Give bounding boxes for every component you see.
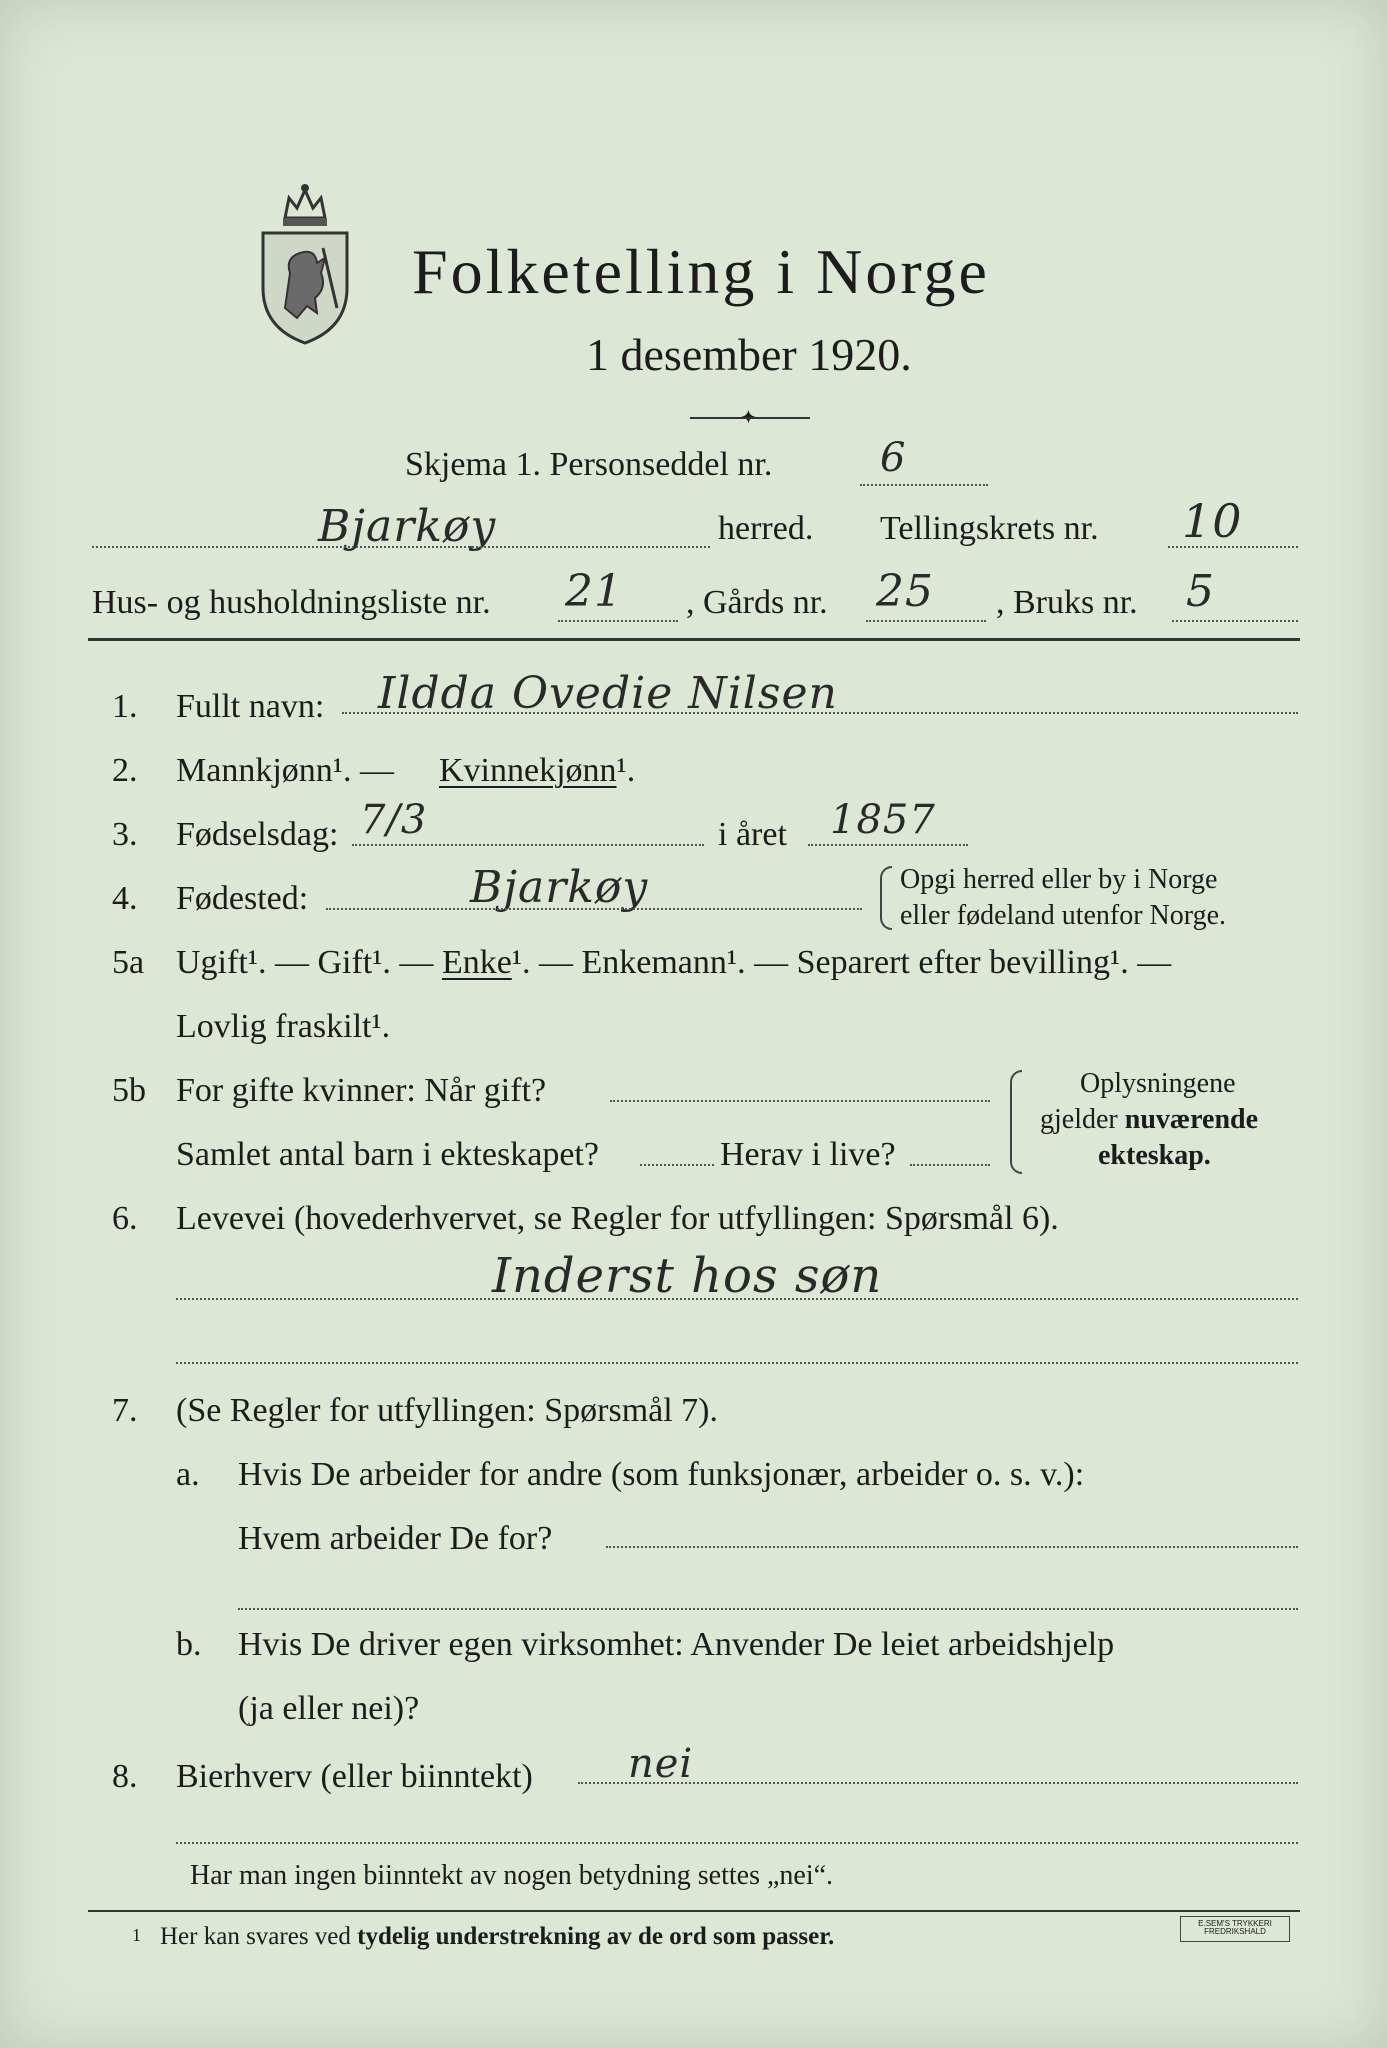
q3-number: 3.	[112, 816, 138, 853]
ornament-icon: ✦	[740, 407, 757, 429]
side-income-value[interactable]: nei	[628, 1741, 694, 1787]
census-date: 1 desember 1920.	[586, 329, 912, 380]
marriage-note-2	[1040, 1106, 1258, 1134]
q2-number: 2.	[112, 752, 138, 789]
gards-value[interactable]: 25	[876, 566, 934, 617]
header-rule	[88, 638, 1300, 641]
marital-options-after: ¹. — Enkemann¹. — Separert efter bevilling¹. —	[511, 944, 1172, 981]
tellingskrets-label: Tellingskrets nr.	[880, 510, 1099, 547]
q7-number: 7.	[112, 1392, 138, 1429]
person-number[interactable]: 6	[880, 435, 907, 481]
marriage-note-3: ekteskap.	[1098, 1140, 1211, 1171]
q7b-letter: b.	[176, 1626, 202, 1663]
q5b-number: 5b	[112, 1072, 146, 1109]
footnote	[160, 1924, 834, 1949]
herred-value[interactable]: Bjarkøy	[318, 501, 497, 552]
birthplace-note-2: eller fødeland utenfor Norge.	[900, 900, 1227, 931]
marital-enke[interactable]: Enke	[441, 944, 512, 981]
tellingskrets-value[interactable]: 10	[1182, 494, 1243, 548]
hired-help-question: Hvis De driver egen virksomhet: Anvender De leiet arbeidshjelp	[238, 1626, 1115, 1663]
q7a-letter: a.	[176, 1456, 200, 1493]
children-alive-label: Herav i live?	[720, 1136, 896, 1173]
divider	[690, 417, 810, 419]
footer-rule	[88, 1910, 1300, 1912]
full-name-value[interactable]: Ildda Ovedie Nilsen	[378, 668, 838, 719]
printer-mark	[1180, 1916, 1290, 1942]
printer-mark-line1: E.SEM'S TRYKKERI	[1198, 1919, 1272, 1928]
birth-year-value[interactable]: 1857	[830, 797, 936, 843]
employer-question: Hvis De arbeider for andre (som funksjonær, arbeider o. s. v.):	[238, 1456, 1085, 1493]
married-when-label: For gifte kvinner: Når gift?	[176, 1072, 547, 1109]
bruks-value[interactable]: 5	[1186, 566, 1215, 617]
herred-label: herred.	[718, 510, 814, 547]
marital-status-options	[176, 946, 1171, 980]
birthplace-label: Fødested:	[176, 880, 309, 917]
printer-mark-line2: FREDRIKSHALD	[1204, 1927, 1266, 1936]
side-income-note: Har man ingen biinntekt av nogen betydning settes „nei“.	[190, 1860, 834, 1891]
birthday-value[interactable]: 7/3	[360, 797, 428, 843]
hus-value[interactable]: 21	[565, 566, 623, 617]
hus-label: Hus- og husholdningsliste nr.	[92, 584, 491, 621]
footnote-text-b: tydelig understrekning av de ord som passer.	[357, 1923, 835, 1950]
q7-label: (Se Regler for utfyllingen: Spørsmål 7).	[176, 1392, 719, 1429]
hired-help-label: (ja eller nei)?	[238, 1690, 420, 1727]
gender-female[interactable]: Kvinnekjønn	[439, 752, 617, 789]
footnote-marker: 1	[132, 1925, 141, 1945]
marriage-note-2b: nuværende	[1124, 1104, 1259, 1135]
q4-number: 4.	[112, 880, 138, 917]
bruks-label: , Bruks nr.	[996, 584, 1138, 621]
gender-male: Mannkjønn¹. —	[176, 752, 394, 789]
form-title: Folketelling i Norge	[412, 236, 990, 307]
marriage-note-2a: gjelder	[1040, 1104, 1118, 1135]
side-income-label: Bierhverv (eller biinntekt)	[176, 1758, 533, 1795]
occupation-value[interactable]: Inderst hos søn	[492, 1248, 883, 1304]
marriage-note-1: Oplysningene	[1080, 1068, 1236, 1099]
marital-divorced: Lovlig fraskilt¹.	[176, 1008, 391, 1045]
gender-female-wrap	[439, 754, 635, 788]
q6-number: 6.	[112, 1200, 138, 1237]
children-total-label: Samlet antal barn i ekteskapet?	[176, 1136, 599, 1173]
q8-number: 8.	[112, 1758, 138, 1795]
birthday-label: Fødselsdag:	[176, 816, 339, 853]
gards-label: , Gårds nr.	[686, 584, 828, 621]
marital-options-before: Ugift¹. — Gift¹. —	[176, 944, 434, 981]
q5a-number: 5a	[112, 944, 145, 981]
q1-number: 1.	[112, 688, 138, 725]
birthplace-value[interactable]: Bjarkøy	[470, 862, 649, 913]
occupation-label: Levevei (hovederhvervet, se Regler for utfyllingen: Spørsmål 6).	[176, 1200, 1059, 1237]
birthplace-note-1: Opgi herred eller by i Norge	[900, 864, 1218, 895]
footnote-text-a: Her kan svares ved	[160, 1923, 351, 1950]
schema-label: Skjema 1. Personseddel nr.	[405, 446, 773, 483]
employer-label: Hvem arbeider De for?	[238, 1520, 553, 1557]
birth-year-label: i året	[718, 816, 787, 853]
q1-label: Fullt navn:	[176, 688, 325, 725]
coat-of-arms-icon	[255, 178, 355, 348]
gender-female-sup: ¹.	[616, 752, 636, 789]
